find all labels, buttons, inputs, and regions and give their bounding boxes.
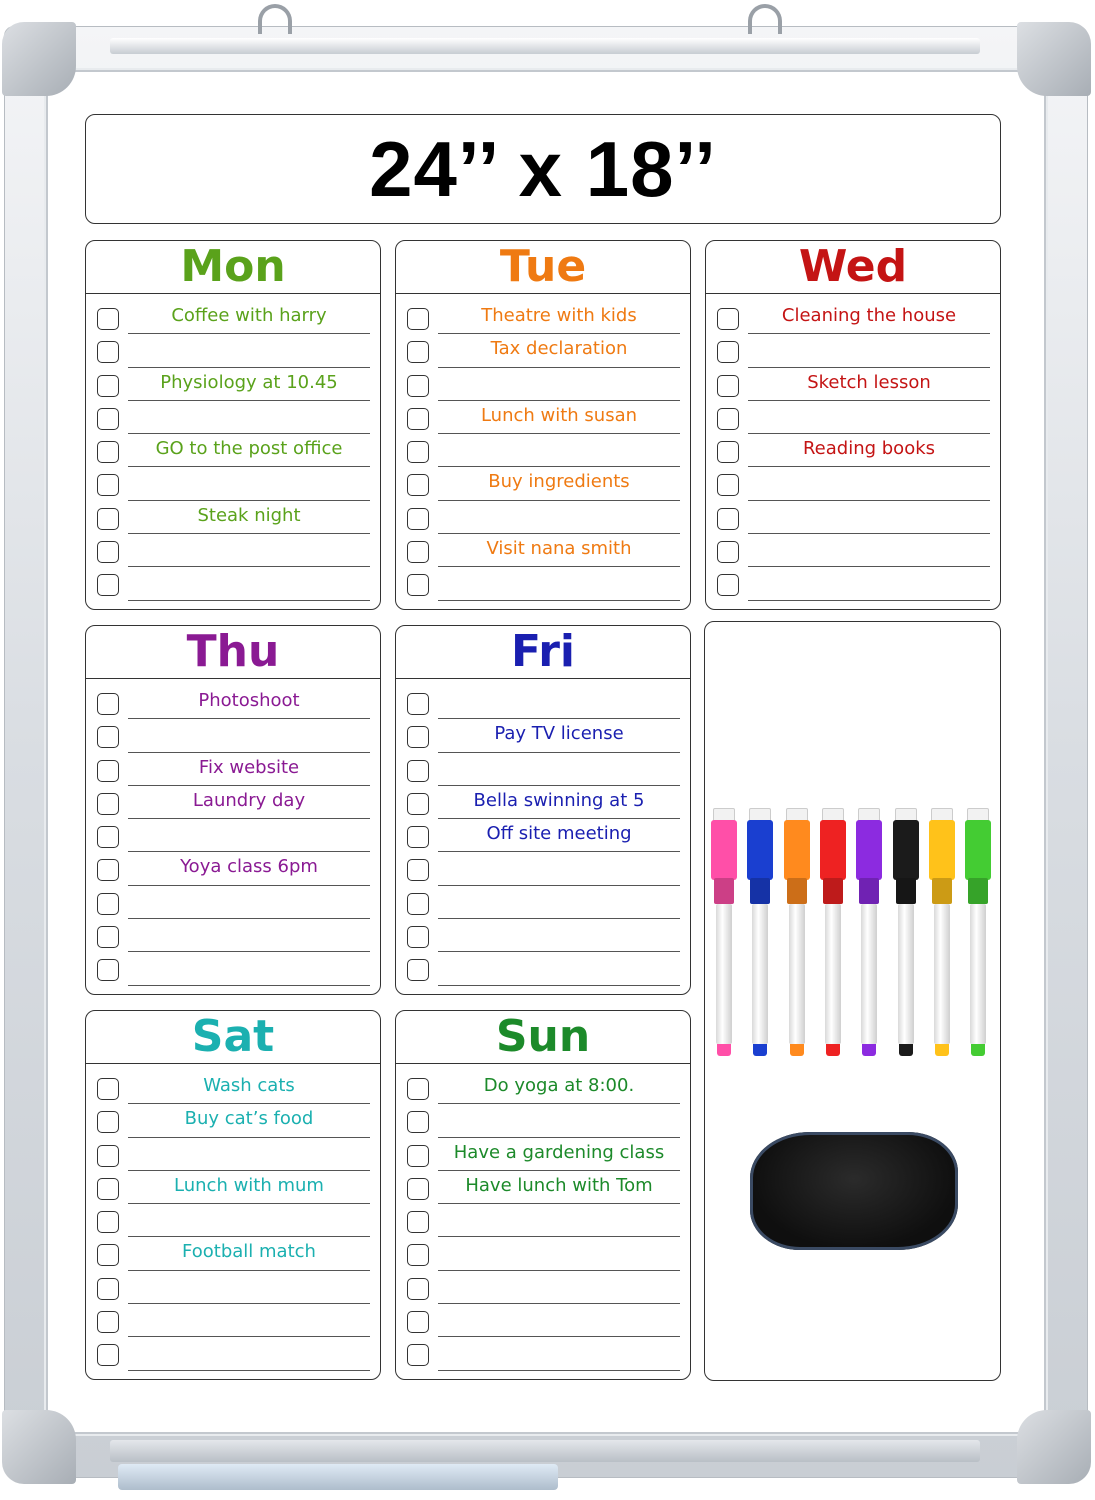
- marker-barrel: [752, 904, 768, 1044]
- task-text: Laundry day: [192, 789, 306, 811]
- marker-cap: [893, 820, 919, 880]
- task-row: [86, 1071, 380, 1104]
- day-header: [86, 241, 380, 294]
- task-text: Buy ingredients: [488, 471, 630, 493]
- marker-cap: [711, 820, 737, 880]
- task-checkbox[interactable]: [97, 693, 119, 715]
- task-checkbox[interactable]: [97, 793, 119, 815]
- writing-line: [438, 985, 680, 986]
- task-row: [86, 952, 380, 985]
- task-list: [86, 686, 380, 986]
- writing-line: [128, 1370, 370, 1371]
- task-row: [396, 952, 690, 985]
- pink-marker[interactable]: [711, 808, 737, 1066]
- task-checkbox[interactable]: [97, 1344, 119, 1366]
- task-row: [706, 434, 1000, 467]
- task-text: Reading books: [802, 438, 936, 460]
- task-checkbox[interactable]: [97, 574, 119, 596]
- task-checkbox[interactable]: [407, 308, 429, 330]
- day-name-tue: Tue: [499, 241, 587, 292]
- marker-tip: [935, 1044, 949, 1056]
- task-row: [396, 368, 690, 401]
- task-row: [86, 686, 380, 719]
- task-row: [396, 334, 690, 367]
- marker-cap: [820, 820, 846, 880]
- marker-barrel: [861, 904, 877, 1044]
- task-checkbox[interactable]: [97, 341, 119, 363]
- task-checkbox[interactable]: [717, 308, 739, 330]
- task-row: [86, 401, 380, 434]
- task-text: Cleaning the house: [781, 305, 957, 326]
- task-checkbox[interactable]: [407, 693, 429, 715]
- task-checkbox[interactable]: [97, 1244, 119, 1266]
- task-text: Steak night: [197, 504, 301, 526]
- task-checkbox[interactable]: [407, 1178, 429, 1200]
- task-checkbox[interactable]: [97, 959, 119, 981]
- frame-corner-top-right: [1017, 22, 1091, 96]
- task-checkbox[interactable]: [407, 541, 429, 563]
- task-row: [396, 786, 690, 819]
- task-checkbox[interactable]: [97, 826, 119, 848]
- task-row: [86, 368, 380, 401]
- task-checkbox[interactable]: [407, 1311, 429, 1333]
- day-panel-tue: [395, 240, 691, 610]
- task-row: [86, 1104, 380, 1137]
- task-checkbox[interactable]: [97, 1278, 119, 1300]
- day-header: [706, 241, 1000, 294]
- frame-corner-top-left: [2, 22, 76, 96]
- marker-barrel: [716, 904, 732, 1044]
- task-checkbox[interactable]: [717, 541, 739, 563]
- purple-marker[interactable]: [856, 808, 882, 1066]
- hanging-hook-right: [748, 4, 782, 34]
- task-row: [396, 467, 690, 500]
- task-text: Physiology at 10.45: [160, 371, 338, 393]
- task-row: [396, 501, 690, 534]
- size-title: 24’’ x 18’’: [369, 124, 717, 213]
- orange-marker[interactable]: [784, 808, 810, 1066]
- task-row: [396, 719, 690, 752]
- task-row: [396, 567, 690, 600]
- task-row: [396, 1304, 690, 1337]
- marker-grip: [823, 878, 843, 904]
- task-row: [396, 301, 690, 334]
- task-text: Off site meeting: [486, 823, 632, 845]
- day-panel-wed: [705, 240, 1001, 610]
- task-row: [86, 819, 380, 852]
- task-text: Sketch lesson: [807, 371, 931, 393]
- task-row: [396, 401, 690, 434]
- marker-tip: [753, 1044, 767, 1056]
- task-text: Bella swinning at 5: [473, 789, 645, 811]
- marker-cap: [856, 820, 882, 880]
- frame-corner-bottom-right: [1017, 1410, 1091, 1484]
- task-row: [396, 1337, 690, 1370]
- task-checkbox[interactable]: [97, 1111, 119, 1133]
- task-row: [706, 368, 1000, 401]
- task-checkbox[interactable]: [407, 726, 429, 748]
- task-checkbox[interactable]: [97, 375, 119, 397]
- day-panel-sat: [85, 1010, 381, 1380]
- task-checkbox[interactable]: [97, 726, 119, 748]
- task-checkbox[interactable]: [717, 408, 739, 430]
- marker-grip: [750, 878, 770, 904]
- writing-line: [748, 600, 990, 601]
- task-row: [86, 719, 380, 752]
- day-panel-fri: [395, 625, 691, 995]
- marker-grip: [932, 878, 952, 904]
- frame-rail-top: [110, 38, 980, 54]
- task-row: [396, 434, 690, 467]
- day-header: [396, 241, 690, 294]
- task-row: [86, 852, 380, 885]
- marker-grip: [787, 878, 807, 904]
- task-checkbox[interactable]: [717, 341, 739, 363]
- task-checkbox[interactable]: [97, 1178, 119, 1200]
- task-checkbox[interactable]: [407, 926, 429, 948]
- day-panel-sun: [395, 1010, 691, 1380]
- hanging-hook-left: [258, 4, 292, 34]
- marker-cap: [784, 820, 810, 880]
- task-checkbox[interactable]: [97, 1078, 119, 1100]
- marker-tray: [118, 1464, 558, 1490]
- task-row: [396, 534, 690, 567]
- task-text: Photoshoot: [198, 690, 300, 711]
- task-text: GO to the post office: [155, 438, 343, 460]
- task-row: [86, 1237, 380, 1270]
- task-text: Wash cats: [203, 1075, 295, 1096]
- task-row: [706, 401, 1000, 434]
- task-row: [86, 1337, 380, 1370]
- task-checkbox[interactable]: [97, 1211, 119, 1233]
- task-row: [86, 301, 380, 334]
- marker-barrel: [934, 904, 950, 1044]
- task-row: [706, 334, 1000, 367]
- day-name-mon: Mon: [180, 241, 286, 292]
- task-checkbox[interactable]: [407, 760, 429, 782]
- day-panel-thu: [85, 625, 381, 995]
- task-checkbox[interactable]: [717, 508, 739, 530]
- marker-cap: [747, 820, 773, 880]
- task-text: Coffee with harry: [171, 305, 327, 326]
- frame-corner-bottom-left: [2, 1410, 76, 1484]
- day-name-sun: Sun: [495, 1011, 591, 1062]
- task-row: [396, 852, 690, 885]
- day-header: [396, 1011, 690, 1064]
- task-row: [706, 301, 1000, 334]
- task-text: Theatre with kids: [481, 305, 637, 326]
- marker-barrel: [789, 904, 805, 1044]
- black-marker[interactable]: [893, 808, 919, 1066]
- task-row: [86, 501, 380, 534]
- task-row: [396, 1138, 690, 1171]
- task-checkbox[interactable]: [407, 793, 429, 815]
- marker-grip: [714, 878, 734, 904]
- writing-line: [128, 600, 370, 601]
- task-checkbox[interactable]: [97, 441, 119, 463]
- marker-cap: [929, 820, 955, 880]
- task-row: [396, 1204, 690, 1237]
- task-row: [86, 1171, 380, 1204]
- task-row: [396, 1104, 690, 1137]
- task-row: [86, 1271, 380, 1304]
- task-checkbox[interactable]: [407, 441, 429, 463]
- task-checkbox[interactable]: [407, 408, 429, 430]
- task-row: [86, 567, 380, 600]
- task-row: [396, 753, 690, 786]
- red-marker[interactable]: [820, 808, 846, 1066]
- marker-cap: [965, 820, 991, 880]
- task-checkbox[interactable]: [407, 959, 429, 981]
- marker-tip: [717, 1044, 731, 1056]
- task-row: [706, 467, 1000, 500]
- task-checkbox[interactable]: [407, 1078, 429, 1100]
- marker-barrel: [970, 904, 986, 1044]
- task-checkbox[interactable]: [407, 1344, 429, 1366]
- writing-line: [128, 985, 370, 986]
- task-row: [86, 1138, 380, 1171]
- marker-tip: [862, 1044, 876, 1056]
- task-text: Lunch with susan: [480, 404, 638, 426]
- task-text: Visit nana smith: [486, 538, 632, 560]
- task-row: [396, 1237, 690, 1270]
- task-row: [396, 819, 690, 852]
- task-list: [86, 301, 380, 601]
- day-panel-mon: [85, 240, 381, 610]
- task-list: [706, 301, 1000, 601]
- task-row: [396, 686, 690, 719]
- day-header: [86, 626, 380, 679]
- frame-rail-bottom: [110, 1440, 980, 1462]
- task-checkbox[interactable]: [97, 474, 119, 496]
- task-checkbox[interactable]: [407, 1278, 429, 1300]
- task-row: [86, 919, 380, 952]
- task-row: [86, 467, 380, 500]
- task-checkbox[interactable]: [717, 574, 739, 596]
- task-checkbox[interactable]: [407, 1211, 429, 1233]
- task-row: [86, 1204, 380, 1237]
- task-checkbox[interactable]: [97, 408, 119, 430]
- task-text: Tax declaration: [490, 338, 628, 360]
- task-checkbox[interactable]: [717, 474, 739, 496]
- task-row: [86, 786, 380, 819]
- task-list: [396, 301, 690, 601]
- task-checkbox[interactable]: [407, 375, 429, 397]
- task-checkbox[interactable]: [97, 893, 119, 915]
- day-name-sat: Sat: [191, 1011, 275, 1062]
- task-row: [86, 334, 380, 367]
- marker-barrel: [898, 904, 914, 1044]
- task-row: [86, 886, 380, 919]
- day-header: [86, 1011, 380, 1064]
- task-checkbox[interactable]: [407, 508, 429, 530]
- task-checkbox[interactable]: [97, 308, 119, 330]
- task-row: [396, 919, 690, 952]
- task-checkbox[interactable]: [407, 1111, 429, 1133]
- task-row: [86, 753, 380, 786]
- day-name-wed: Wed: [798, 241, 908, 292]
- task-list: [396, 1071, 690, 1371]
- task-list: [86, 1071, 380, 1371]
- task-row: [86, 434, 380, 467]
- task-checkbox[interactable]: [407, 893, 429, 915]
- task-text: Fix website: [198, 756, 300, 778]
- task-checkbox[interactable]: [97, 926, 119, 948]
- marker-barrel: [825, 904, 841, 1044]
- task-row: [396, 1171, 690, 1204]
- task-row: [396, 1271, 690, 1304]
- task-row: [706, 567, 1000, 600]
- task-checkbox[interactable]: [407, 859, 429, 881]
- task-checkbox[interactable]: [97, 1145, 119, 1167]
- size-title-box: [85, 114, 1001, 224]
- marker-tip: [826, 1044, 840, 1056]
- marker-grip: [896, 878, 916, 904]
- task-checkbox[interactable]: [97, 1311, 119, 1333]
- task-text: Have lunch with Tom: [465, 1174, 653, 1196]
- task-checkbox[interactable]: [407, 1145, 429, 1167]
- marker-tip: [971, 1044, 985, 1056]
- day-name-fri: Fri: [510, 626, 576, 677]
- writing-line: [438, 600, 680, 601]
- marker-grip: [859, 878, 879, 904]
- marker-tip: [899, 1044, 913, 1056]
- day-header: [396, 626, 690, 679]
- task-text: Have a gardening class: [453, 1141, 665, 1163]
- task-checkbox[interactable]: [97, 541, 119, 563]
- task-text: Yoya class 6pm: [180, 856, 318, 878]
- marker-grip: [968, 878, 988, 904]
- day-name-thu: Thu: [186, 626, 280, 677]
- task-checkbox[interactable]: [407, 474, 429, 496]
- yellow-marker[interactable]: [929, 808, 955, 1066]
- eraser[interactable]: [750, 1132, 958, 1250]
- task-row: [706, 501, 1000, 534]
- writing-line: [438, 1370, 680, 1371]
- marker-tip: [790, 1044, 804, 1056]
- green-marker[interactable]: [965, 808, 991, 1066]
- task-checkbox[interactable]: [407, 574, 429, 596]
- task-checkbox[interactable]: [717, 441, 739, 463]
- task-checkbox[interactable]: [97, 508, 119, 530]
- task-checkbox[interactable]: [407, 341, 429, 363]
- task-row: [396, 1071, 690, 1104]
- task-list: [396, 686, 690, 986]
- task-checkbox[interactable]: [97, 760, 119, 782]
- task-checkbox[interactable]: [407, 1244, 429, 1266]
- task-checkbox[interactable]: [407, 826, 429, 848]
- task-checkbox[interactable]: [97, 859, 119, 881]
- task-text: Lunch with mum: [174, 1174, 324, 1196]
- task-row: [86, 534, 380, 567]
- task-text: Buy cat’s food: [184, 1108, 314, 1130]
- task-row: [706, 534, 1000, 567]
- task-checkbox[interactable]: [717, 375, 739, 397]
- task-text: Football match: [182, 1241, 316, 1263]
- task-text: Pay TV license: [494, 723, 624, 745]
- task-row: [86, 1304, 380, 1337]
- task-text: Do yoga at 8:00.: [483, 1075, 635, 1096]
- task-row: [396, 886, 690, 919]
- blue-marker[interactable]: [747, 808, 773, 1066]
